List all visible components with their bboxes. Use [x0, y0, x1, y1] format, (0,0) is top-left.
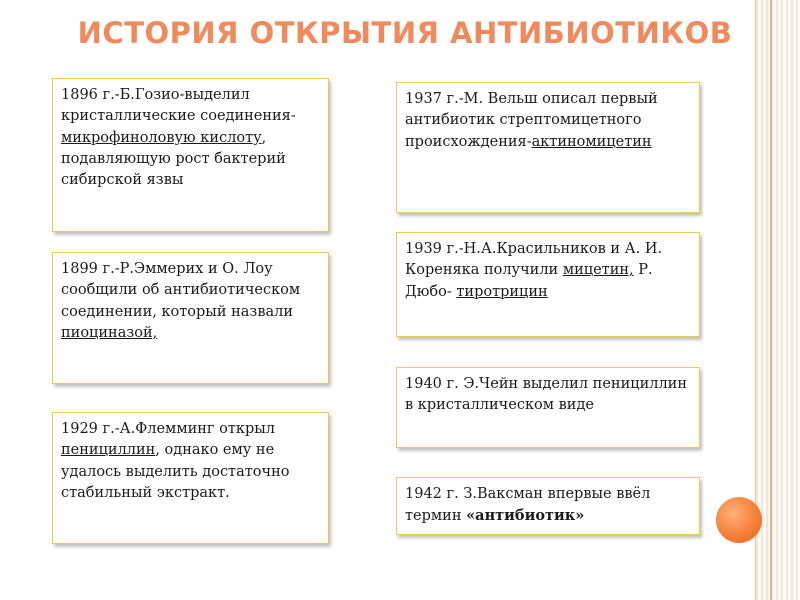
slide-title: ИСТОРИЯ ОТКРЫТИЯ АНТИБИОТИКОВ [77, 16, 733, 50]
event-1942-text: 1942 г. З.Ваксман впервые ввёл термин [405, 486, 651, 525]
event-1939-text-mid: Р. Дюбо- [405, 262, 653, 300]
event-1939-text: 1939 г.-Н.А.Красильников и А. И. Кореняка получили [405, 241, 663, 279]
event-1929-box [52, 412, 329, 544]
event-1940-box [396, 367, 700, 448]
event-1937-box [396, 82, 700, 213]
decorative-stripes [755, 0, 800, 600]
event-1939-term-tyrothricin: тиротрицин [456, 283, 548, 300]
event-1896-box [52, 78, 329, 232]
event-1929-text-end: , однако ему не удалось выделить достаточно стабильный экстракт. [61, 442, 290, 501]
event-1937-text: 1937 г.-М. Вельш описал первый антибиотик стрептомицетного происхождения- [405, 91, 658, 150]
decorative-orange-circle [716, 497, 762, 543]
event-1942-box [396, 477, 700, 535]
event-1939-box [396, 232, 700, 337]
event-1899-text: 1899 г.-Р.Эммерих и О. Лоу сообщили об антибиотическом соединении, который назвали [61, 261, 301, 320]
event-1940-text: 1940 г. Э.Чейн выделил пенициллин в кристаллическом виде [405, 376, 687, 414]
event-1929-text: 1929 г.-А.Флемминг открыл [61, 421, 275, 437]
event-1929-term: пенициллин [61, 442, 156, 459]
event-1937-term: актиномицетин [531, 133, 652, 150]
event-1899-box [52, 252, 329, 384]
event-1942-term: «антибиотик» [466, 507, 585, 525]
event-1899-term: пиоциназой, [61, 324, 158, 341]
event-1939-term-mycetin: мицетин, [562, 262, 634, 279]
event-1896-text-end: , подавляющую рост бактерий сибирской язвы [61, 129, 286, 189]
event-1896-text: 1896 г.-Б.Гозио-выделил кристаллические соединения- [61, 87, 296, 125]
event-1896-term: микрофиноловую кислоту [61, 129, 262, 146]
